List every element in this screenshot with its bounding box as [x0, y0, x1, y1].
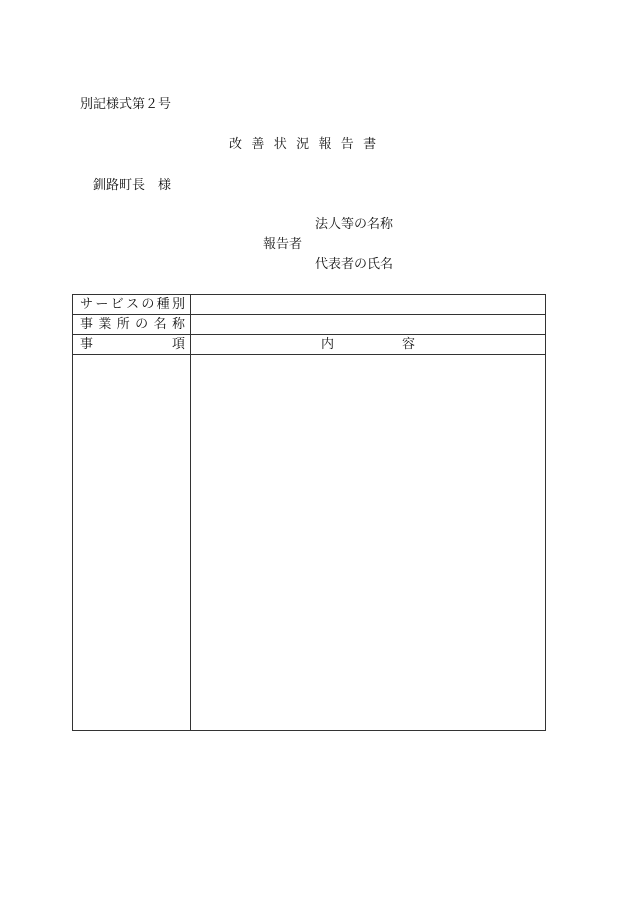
service-type-label-cell	[73, 295, 191, 315]
label-char: 容	[402, 337, 416, 352]
item-header-cell	[73, 335, 191, 355]
label-char: 内	[320, 337, 334, 352]
label-char: 種	[156, 297, 170, 312]
recipient-line: 釧路町長 様	[93, 178, 172, 193]
label-char: 所	[116, 317, 130, 332]
column-header-row	[73, 335, 546, 355]
service-type-row	[73, 295, 546, 315]
service-type-value-cell[interactable]	[191, 295, 546, 315]
label-char: の	[135, 317, 149, 332]
label-char: 名	[153, 317, 167, 332]
office-name-label-cell	[73, 315, 191, 335]
label-char: の	[141, 297, 155, 312]
corporation-name-label: 法人等の名称	[315, 217, 394, 232]
content-entry-cell[interactable]	[191, 355, 546, 731]
office-name-label	[80, 318, 190, 331]
content-header-cell	[191, 335, 546, 355]
label-char: 称	[171, 317, 185, 332]
office-name-row	[73, 315, 546, 335]
entry-row	[73, 355, 546, 731]
document-title: 改善状況報告書	[229, 137, 386, 152]
label-char: 項	[171, 337, 185, 352]
label-char: 事	[80, 337, 94, 352]
improvement-report-table	[72, 294, 546, 731]
label-char: サ	[80, 297, 94, 312]
label-char: ス	[125, 297, 139, 312]
reporter-label: 報告者	[263, 237, 303, 252]
label-char: ー	[95, 297, 109, 312]
label-char: ビ	[110, 297, 124, 312]
label-char: 業	[98, 317, 112, 332]
item-entry-cell[interactable]	[73, 355, 191, 731]
label-char: 事	[80, 317, 94, 332]
content-header-label	[198, 338, 545, 351]
item-header-label	[80, 338, 190, 351]
label-char: 別	[171, 297, 185, 312]
office-name-value-cell[interactable]	[191, 315, 546, 335]
representative-name-label: 代表者の氏名	[315, 257, 394, 272]
form-number-label: 別記様式第２号	[80, 97, 172, 112]
service-type-label	[80, 298, 190, 311]
